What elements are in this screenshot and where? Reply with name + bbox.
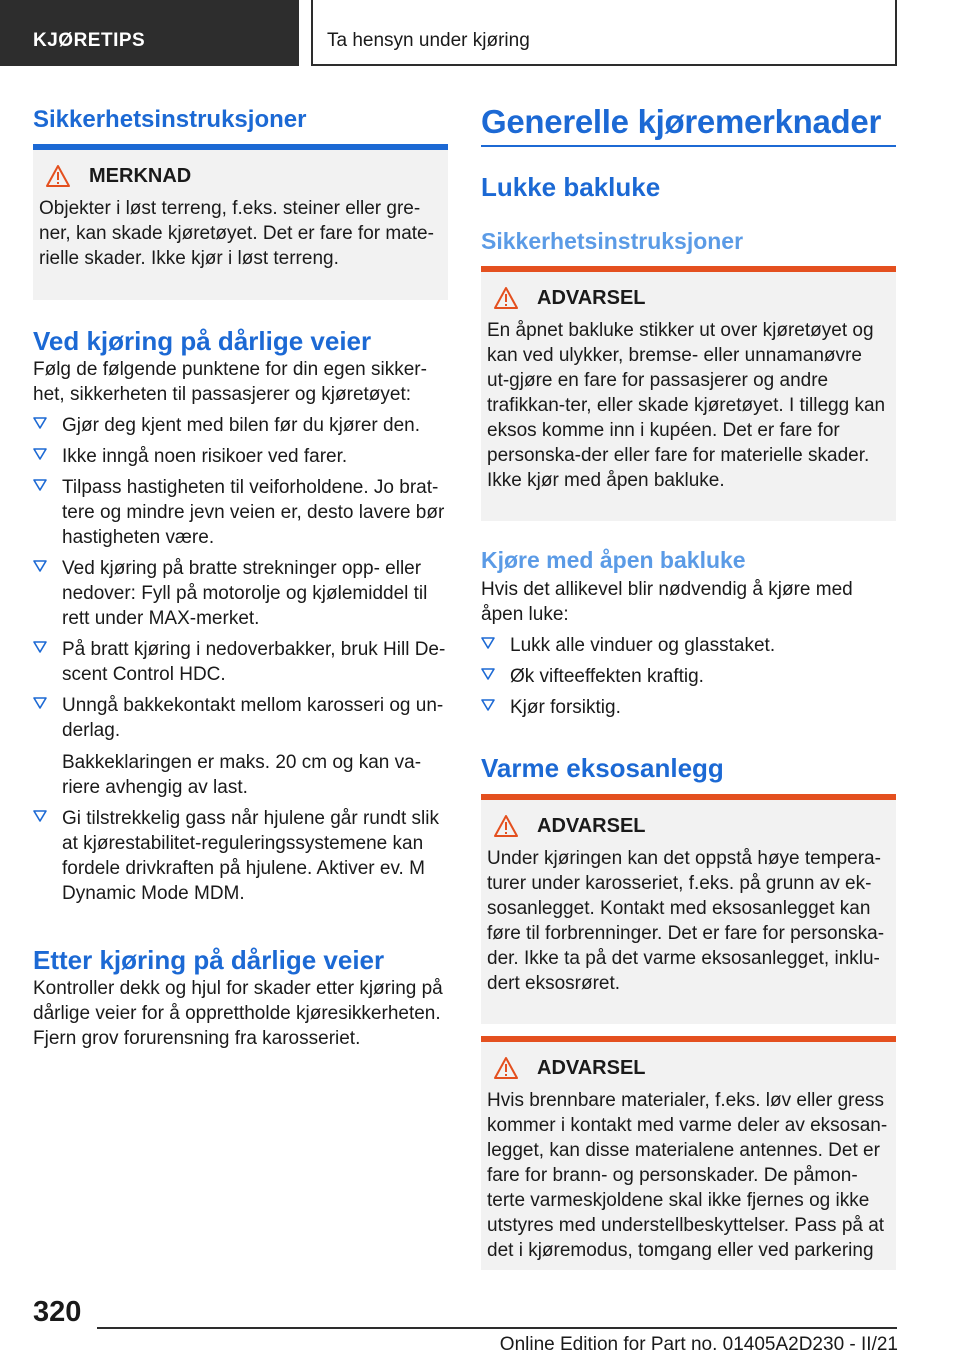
triangle-bullet-icon: [481, 668, 495, 680]
after-heading: Etter kjøring på dårlige veier: [33, 945, 385, 975]
safety-heading: Sikkerhetsinstruksjoner: [33, 106, 307, 133]
triangle-bullet-icon: [481, 637, 495, 649]
notice-title: MERKNAD: [89, 164, 192, 187]
warning3-text: Hvis brennbare materialer, f.eks. løv eller gress kommer i kontakt med varme deler av eksosan-legget, kan disse materialene antennes. Det er fare for brann- og personskader. De påmon-terte varmeskjoldene skal ikke fjernes og ikke utstyres med understellbeskyttelser. Pass på at det i kjøremodus, tomgang eller ved parkering: [487, 1090, 888, 1261]
warning-triangle-icon: [493, 814, 519, 838]
list-item: [33, 444, 448, 469]
notice-box: [33, 150, 448, 300]
list-item: [33, 637, 448, 687]
triangle-bullet-icon: [33, 479, 47, 491]
main-heading-rule: [481, 145, 896, 147]
chapter-title: Ta hensyn under kjøring: [327, 30, 530, 51]
list-item-note: Bakkeklaringen er maks. 20 cm og kan va-riere avhengig av last.: [62, 752, 422, 798]
warning2-box: [481, 800, 896, 1024]
warning1-box: [481, 272, 896, 521]
list-item: [33, 693, 448, 800]
notice-title-row: [45, 164, 440, 188]
open-tailgate-section: [481, 546, 896, 720]
open-tailgate-list: [481, 633, 896, 720]
notice-text: Objekter i løst terreng, f.eks. steiner eller gre-ner, kan skade kjøretøyet. Det er fare for mate-rielle skader. Ikke kjør i løst terreng.: [39, 198, 434, 269]
warning1-title-row: [493, 286, 888, 310]
triangle-bullet-icon: [33, 697, 47, 709]
edition-text: Online Edition for Part no. 01405A2D230 - II/21: [499, 1334, 898, 1355]
warning2-title: ADVARSEL: [537, 814, 646, 837]
list-item-text: Gjør deg kjent med bilen før du kjører den.: [62, 415, 420, 436]
list-item: [481, 633, 896, 658]
triangle-bullet-icon: [33, 448, 47, 460]
after-text: Kontroller dekk og hjul for skader etter kjøring på dårlige veier for å opprettholde kjøresikkerheten. Fjern grov forurensning fra karosseriet.: [33, 978, 443, 1049]
warning2-text: Under kjøringen kan det oppstå høye tempera-turer under karosseriet, f.eks. på grunn av ek-sosanlegget. Kontakt med eksosanlegget kan føre til forbrenninger. Det er fare for personska-der. Ikke ta på det varme eksosanlegget, inklu-dert eksosrøret.: [487, 848, 885, 994]
open-tailgate-intro: Hvis det allikevel blir nødvendig å kjøre med åpen luke:: [481, 579, 853, 625]
warning-triangle-icon: [45, 164, 71, 188]
list-item-text: Tilpass hastigheten til veiforholdene. Jo brat-tere og mindre jevn veien er, desto lavere bør hastigheten være.: [62, 477, 445, 548]
warning3-title: ADVARSEL: [537, 1056, 646, 1079]
list-item-text: Unngå bakkekontakt mellom karosseri og un-derlag.: [62, 695, 444, 741]
warning-triangle-icon: [493, 1056, 519, 1080]
footer-rule: [97, 1327, 897, 1329]
page-number: 320: [33, 1296, 82, 1328]
open-tailgate-heading: Kjøre med åpen bakluke: [481, 547, 746, 573]
bad-roads-intro: Følg de følgende punktene for din egen sikker-het, sikkerheten til passasjerer og kjøretøyet:: [33, 359, 427, 405]
bad-roads-section: [33, 325, 448, 906]
exhaust-heading: Varme eksosanlegg: [481, 753, 724, 783]
list-item: [33, 806, 448, 906]
tailgate-heading: Lukke bakluke: [481, 172, 661, 202]
bad-roads-list: [33, 413, 448, 906]
warning3-box: [481, 1042, 896, 1270]
triangle-bullet-icon: [33, 417, 47, 429]
safety-section: [33, 106, 448, 134]
section-tab: [0, 0, 299, 66]
list-item-text: Øk vifteeffekten kraftig.: [510, 666, 704, 687]
list-item: [33, 475, 448, 550]
tailgate-safety-heading: Sikkerhetsinstruksjoner: [481, 228, 744, 254]
warning-triangle-icon: [493, 286, 519, 310]
list-item-text: På bratt kjøring i nedoverbakker, bruk Hill De-scent Control HDC.: [62, 639, 446, 685]
triangle-bullet-icon: [33, 810, 47, 822]
warning2-title-row: [493, 814, 888, 838]
warning1-title: ADVARSEL: [537, 286, 646, 309]
list-item: [33, 413, 448, 438]
triangle-bullet-icon: [33, 641, 47, 653]
bad-roads-heading: Ved kjøring på dårlige veier: [33, 326, 372, 356]
after-section: [33, 944, 448, 1051]
list-item-text: Ikke inngå noen risikoer ved farer.: [62, 446, 348, 467]
list-item-text: Ved kjøring på bratte strekninger opp- eller nedover: Fyll på motorolje og kjølemiddel til rett under MAX-merket.: [62, 558, 428, 629]
list-item: [481, 664, 896, 689]
triangle-bullet-icon: [481, 699, 495, 711]
list-item-text: Lukk alle vinduer og glasstaket.: [510, 635, 776, 656]
section-title: KJØRETIPS: [33, 30, 146, 51]
list-item-text: Gi tilstrekkelig gass når hjulene går rundt slik at kjørestabilitet-reguleringssystemene kan fordele drivkraften på hjulene. Aktiver ev. M Dynamic Mode MDM.: [62, 808, 440, 904]
warning3-title-row: [493, 1056, 888, 1080]
list-item: [33, 556, 448, 631]
list-item: [481, 695, 896, 720]
list-item-text: Kjør forsiktig.: [510, 697, 621, 718]
warning1-text: En åpnet bakluke stikker ut over kjøretøyet og kan ved ulykker, bremse- eller unnamanøvre ut-gjøre en fare for passasjerer og andre trafikkan-ter, eller skade kjøretøyet. I tillegg kan eksos komme inn i kupéen. Det er fare for personska-der eller fare for materielle skader. Ikke kjør med åpen bakluke.: [487, 320, 886, 491]
triangle-bullet-icon: [33, 560, 47, 572]
main-heading: Generelle kjøremerknader: [481, 103, 882, 140]
chapter-tab: [311, 0, 897, 66]
